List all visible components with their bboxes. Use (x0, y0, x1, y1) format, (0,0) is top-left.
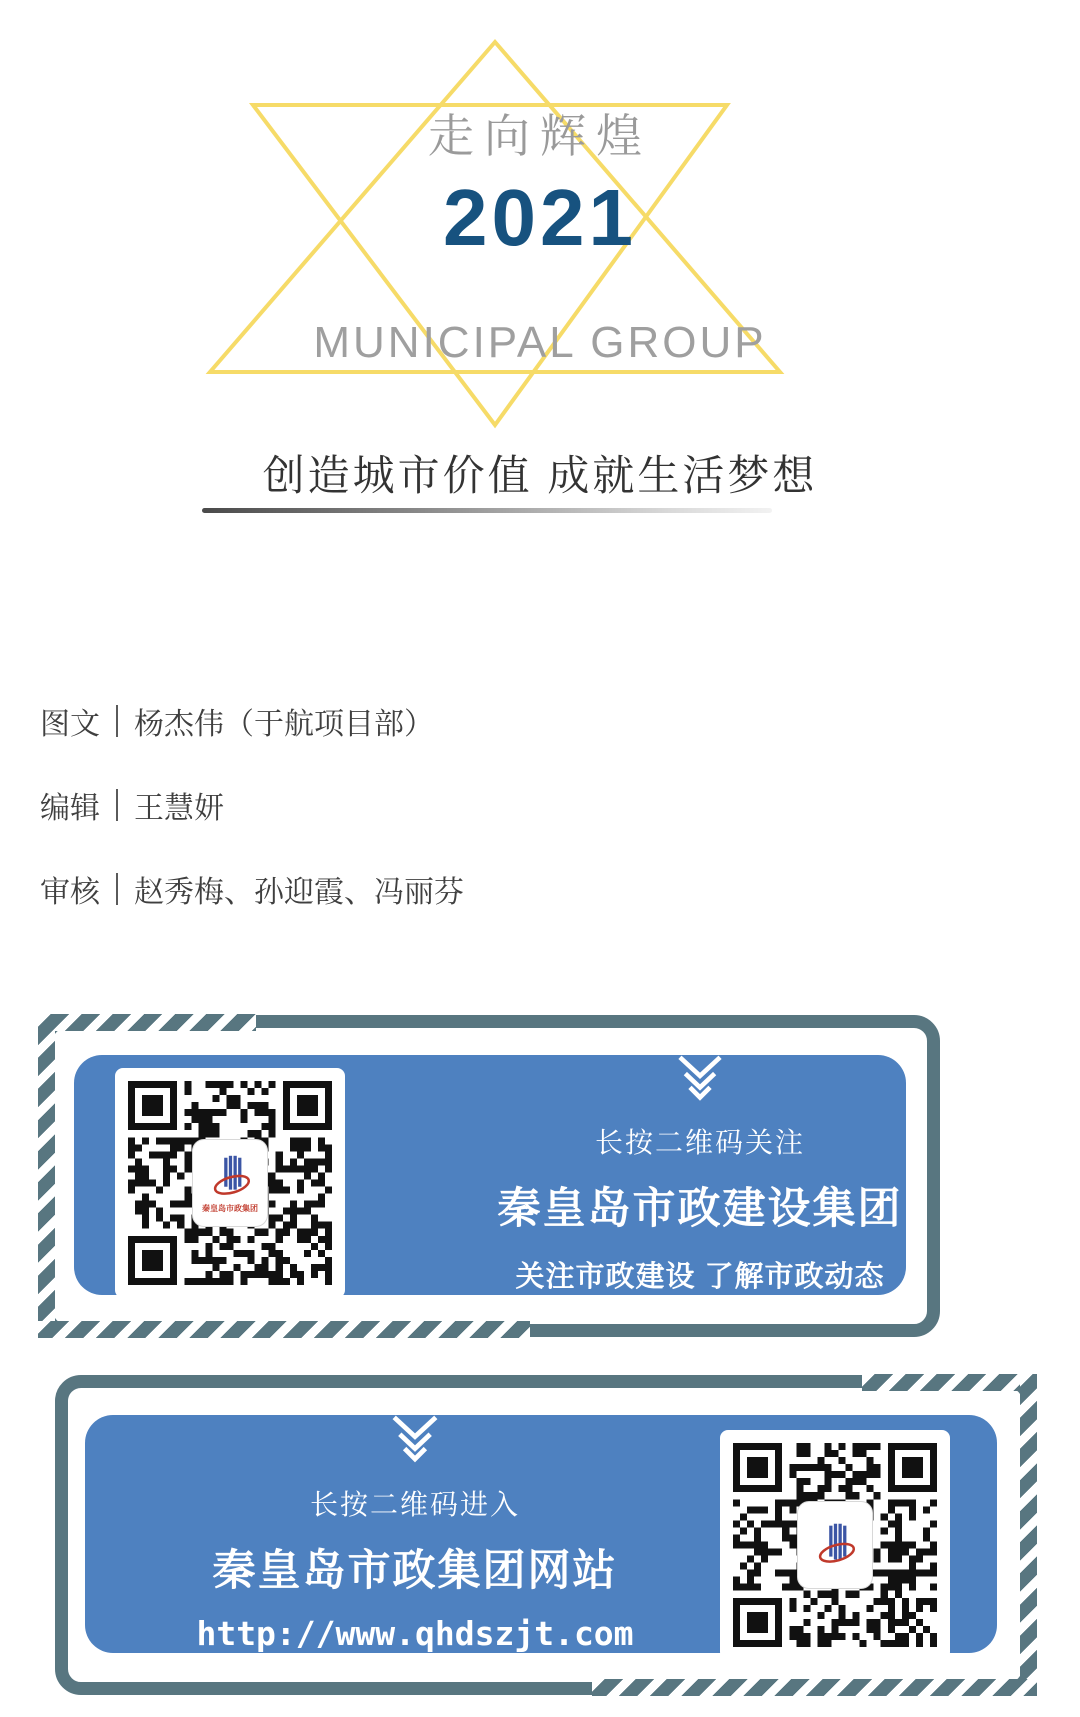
banner-lead-text: 长按二维码关注 (594, 1127, 805, 1158)
wechat-qr-code[interactable] (115, 1068, 345, 1298)
website-banner[interactable] (55, 1375, 1035, 1695)
stripe-border-top (38, 1014, 256, 1031)
chevrons-down-icon (673, 1055, 727, 1109)
separator (116, 873, 118, 905)
stripe-border-right (1020, 1374, 1037, 1696)
banner-title: 秦皇岛市政建设集团 (497, 1185, 903, 1233)
follow-banner[interactable] (40, 1015, 940, 1337)
separator (116, 705, 118, 737)
website-url: http://www.qhdszjt.com (196, 1614, 634, 1653)
hero-year: 2021 (443, 173, 637, 262)
credit-label: 审核 (40, 876, 100, 909)
chevrons-down-icon (388, 1415, 442, 1471)
credit-value: 赵秀梅、孙迎霞、冯丽芬 (134, 876, 464, 909)
credit-line-author (40, 703, 464, 739)
credit-label: 编辑 (40, 792, 100, 825)
company-logo-icon (201, 1153, 259, 1205)
banner-lead-text: 长按二维码进入 (309, 1489, 520, 1520)
hero-section (0, 0, 1080, 432)
credit-value: 杨杰伟（于航项目部） (134, 708, 434, 741)
stripe-border-left (38, 1014, 55, 1338)
stripe-border-bottom (38, 1321, 530, 1338)
banner-subtitle: 关注市政建设 了解市政动态 (515, 1261, 885, 1293)
qr-logo-caption: 秦皇岛市政集团 (202, 1203, 258, 1213)
credit-value: 王慧妍 (134, 792, 224, 825)
hero-tagline: 走向辉煌 (428, 110, 652, 162)
credit-label: 图文 (40, 708, 100, 741)
website-qr-code[interactable] (720, 1430, 950, 1660)
company-logo-icon (806, 1519, 864, 1571)
banner-title: 秦皇岛市政集团网站 (212, 1547, 618, 1595)
separator (116, 789, 118, 821)
banner-text-column (150, 1415, 680, 1653)
gradient-divider (202, 508, 772, 513)
qr-center-logo (192, 1139, 268, 1227)
credit-line-editor (40, 787, 464, 823)
stripe-border-bottom (592, 1679, 1037, 1696)
company-slogan: 创造城市价值 成就生活梦想 (262, 452, 818, 499)
hero-subtitle: MUNICIPAL GROUP (313, 318, 767, 367)
credits-block (40, 703, 464, 955)
credit-line-reviewer (40, 871, 464, 907)
banner-text-column (490, 1055, 910, 1295)
qr-center-logo (797, 1501, 873, 1589)
stripe-border-top (862, 1374, 1037, 1391)
